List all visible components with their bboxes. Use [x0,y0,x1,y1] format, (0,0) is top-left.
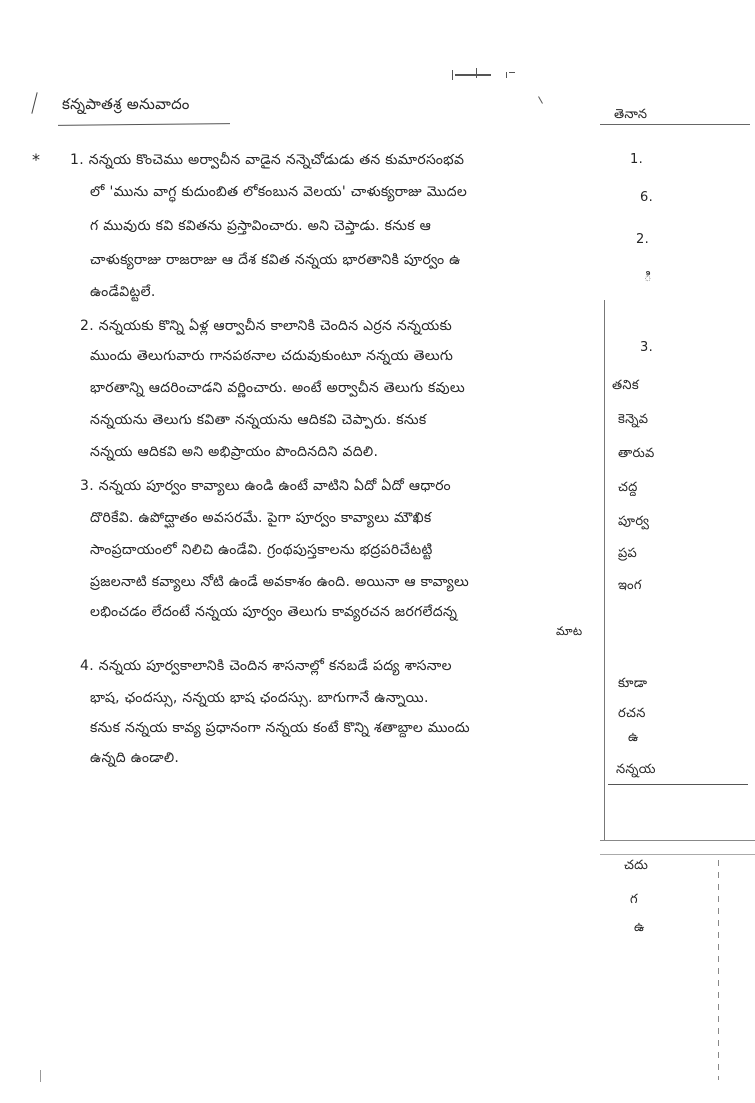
right-column-mark: కెన్నెవ [618,412,649,427]
text-line: చాళుక్యరాజు రాజరాజు ఆ దేశ కవిత నన్నయ భారతానికి పూర్వం ఉ [90,252,461,268]
edge-rule [608,784,748,785]
text-line: గ మువురు కవి కవితను ప్రస్తావించారు. అని చెప్తాడు. కనుక ఆ [90,218,432,234]
right-column-mark: ప్రప [618,546,638,561]
right-column-mark: కూడా [618,676,648,691]
right-column-header: తెనాన [614,107,648,122]
scan-mark [509,72,515,73]
right-column-mark: ఉ [628,730,639,745]
scan-mark [40,1070,41,1082]
scan-mark [455,74,491,76]
right-column-mark: నన్నయ [616,762,656,777]
scan-mark [452,70,453,80]
text-line: కనుక నన్నయ కావ్య ప్రధానంగా నన్నయ కంటే కొన్ని శతాబ్దాల ముందు [90,720,470,736]
edge-dash [718,860,719,1080]
right-column-mark: తారువ [618,446,655,461]
text-line: లో 'మును వాగ్ధ కుదుంబిత లోకంబున వెలయ' చాళుక్యరాజు మొదల [90,184,468,200]
edge-rule [604,300,605,840]
right-column-mark: 2. [636,232,650,247]
right-column-mark: ఇంగ [618,578,642,593]
edge-rule [600,854,755,855]
text-line: 4. నన్నయ పూర్వకాలానికి చెందిన శాసనాల్లో కనబడే పద్య శాసనాల [80,658,452,674]
margin-mark [31,92,37,114]
right-column-mark: చదు [624,858,649,873]
text-line: మాట [556,624,583,638]
right-column-mark: ఉ [634,920,645,935]
text-line: 2. నన్నయకు కొన్ని ఏళ్ల ఆర్వాచీన కాలానికి చెందిన ఎర్రన నన్నయకు [80,318,453,334]
text-line: ముందు తెలుగువారు గానపఠనాల చదువుకుంటూ నన్నయ తెలుగు [90,348,454,364]
scan-mark [506,72,507,78]
right-column-mark: 1. [630,152,644,167]
right-column-mark: 3. [640,340,654,355]
text-line: దొరికేవి. ఉపోద్ఘాతం అవసరమే. పైగా పూర్వం కావ్యాలు మౌఖిక [90,510,432,526]
text-line: భాష, ఛందస్సు, నన్నయ భాష ఛందస్సు. బాగుగానే ఉన్నాయి. [90,690,429,706]
text-line: 3. నన్నయ పూర్వం కావ్యాలు ఉండి ఉంటే వాటిని ఏదో ఏదో ఆధారం [80,478,451,494]
right-column-mark: తనిక [612,378,639,393]
text-line: నన్నయను తెలుగు కవితా నన్నయను ఆదికవి చెప్పారు. కనుక [90,412,427,428]
right-column-mark: గ [630,892,638,907]
right-column-mark: చద్ద [618,480,638,495]
text-line: ఉండేవిట్టలే. [90,284,156,300]
star-mark: * [32,150,41,169]
text-line: ప్రజలనాటి కవ్యాలు నోటి ఉండే అవకాశం ఉంది. అయినా ఆ కావ్యాలు [90,574,470,590]
right-column-mark: రచన [618,706,646,721]
text-line: లభించడం లేదంటే నన్నయ పూర్వం తెలుగు కావ్యరచన జరగలేదన్న [90,604,458,620]
edge-rule [600,840,755,841]
text-line: నన్నయ ఆదికవి అని అభిప్రాయం పొందినదిని వదిలి. [90,444,379,460]
text-line: సాంప్రదాయంలో నిలిచి ఉండేవి. గ్రంథపుస్తకాలను భద్రపరిచేటట్టి [90,542,433,558]
right-column-mark: ి [644,270,652,285]
text-line: భారతాన్ని ఆదరించాడని వర్ణించారు. అంటే అర్వాచీన తెలుగు కవులు [90,380,465,396]
page-title: కన్నపాతశ్ర అనువాదం [62,95,190,113]
title-underline [58,123,230,126]
scan-mark [476,68,477,78]
text-line: 1. నన్నయ కొంచెము అర్వాచీన వాడైన నన్నెచోడుడు తన కుమారసంభవ [70,152,465,168]
text-line: ఉన్నది ఉండాలి. [90,750,180,766]
right-column-mark: పూర్వ [618,514,650,529]
right-column-mark: 6. [640,190,654,205]
scan-mark [538,96,543,103]
